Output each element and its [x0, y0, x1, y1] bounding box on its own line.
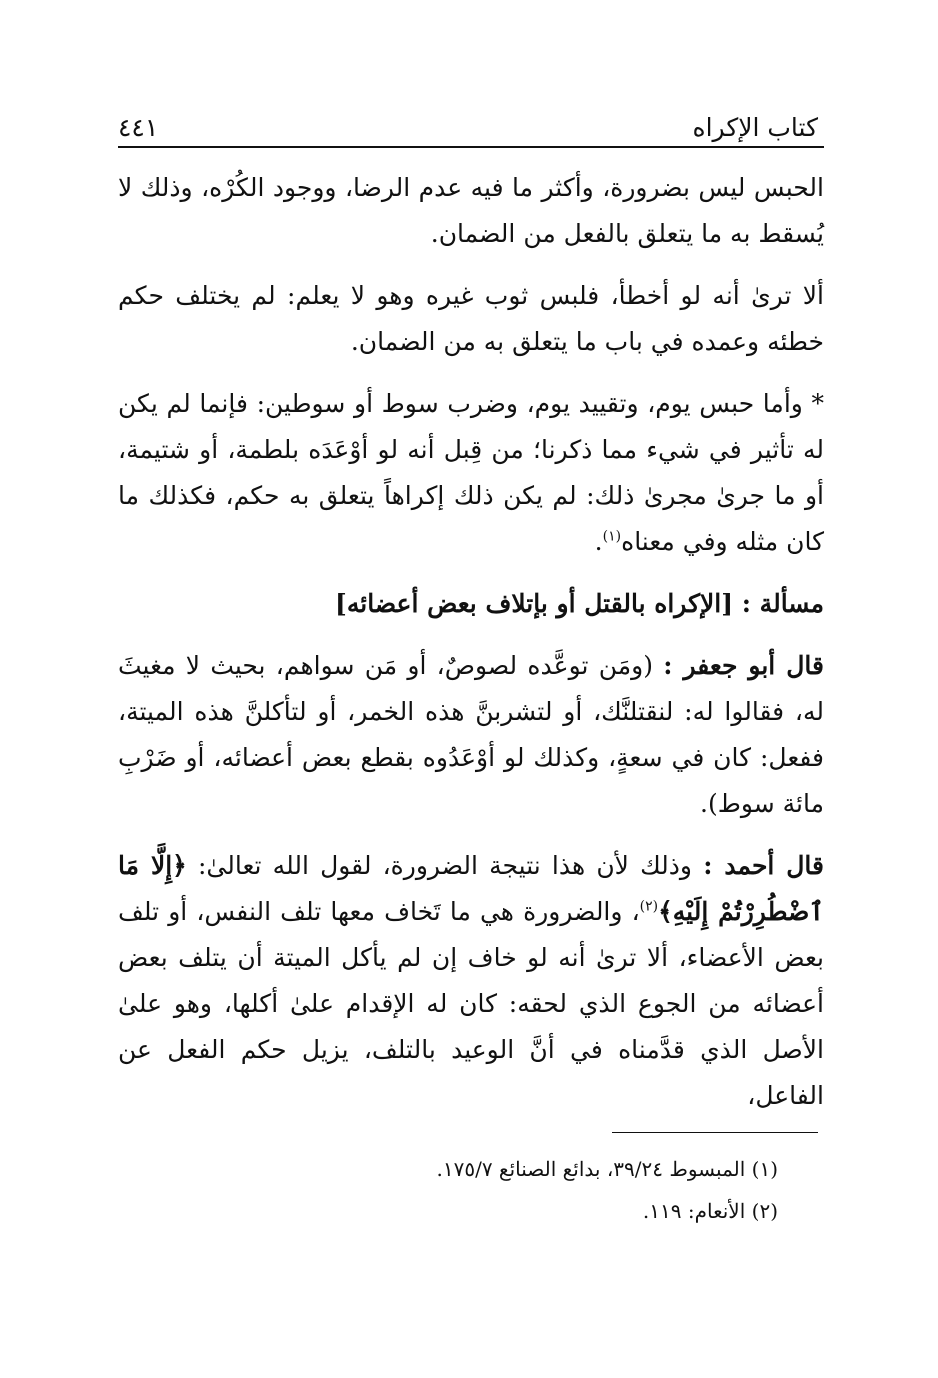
running-title: كتاب الإكراه	[692, 113, 818, 142]
footnote: (٢) الأنعام: ١١٩.	[642, 1199, 778, 1223]
paragraph-text: * وأما حبس يوم، وتقييد يوم، وضرب سوط أو سوطين: فإنما لم يكن له تأثير في شيء مما ذكرنا؛ من قِبل أنه لو أوْعَدَه بلطمة، أو شتيمة، أو ما جرىٰ مجرىٰ ذلك: لم يكن ذلك إكراهاً يتعلق به حكم، فكذلك ما كان مثله وفي معناه	[118, 389, 824, 556]
footnote: (١) المبسوط ٣٩/٢٤، بدائع الصنائع ١٧٥/٧.	[436, 1157, 778, 1181]
speaker-label: قال أحمد :	[703, 851, 825, 880]
main-text	[118, 165, 824, 1135]
paragraph-text: ، والضرورة هي ما تَخاف معها تلف النفس، أو تلف بعض الأعضاء، ألا ترىٰ أنه لو خاف إن لم يأكل الميتة أن يتلف بعض أعضائه من الجوع الذي لحقه: كان له الإقدام علىٰ أكلها، وهو علىٰ الأصل الذي قدَّمناه في أنَّ الوعيد بالتلف، يزيل حكم الفعل عن الفاعل،	[118, 897, 824, 1110]
speaker-label: قال أبو جعفر :	[663, 651, 824, 680]
paragraph	[118, 643, 824, 827]
footnote-ref: (٢)	[639, 898, 659, 915]
paragraph	[118, 381, 824, 565]
section-heading: مسألة : [الإكراه بالقتل أو بإتلاف بعض أعضائه]	[335, 589, 824, 618]
footnotes	[118, 1148, 778, 1232]
quran-verse: ﴿إِلَّا مَا ٱضْطُرِرْتُمْ إِلَيْهِ﴾	[118, 851, 824, 926]
paragraph-text: (ومَن توعَّده لصوصٌ، أو مَن سواهم، بحيث لا مغيثَ له، فقالوا له: لنقتلنَّك، أو لتشربنَّ هذه الخمر، أو لتأكلنَّ هذه الميتة، ففعل: كان في سعةٍ، وكذلك لو أوْعَدُوه بقطع بعض أعضائه، أو ضَرْبِ مائة سوط).	[118, 651, 824, 818]
paragraph: الحبس ليس بضرورة، وأكثر ما فيه عدم الرضا، ووجود الكُرْه، وذلك لا يُسقط به ما يتعلق بالفعل من الضمان.	[118, 173, 825, 248]
page-header	[118, 96, 818, 142]
paragraph: ألا ترىٰ أنه لو أخطأ، فلبس ثوب غيره وهو لا يعلم: لم يختلف حكم خطئه وعمده في باب ما يتعلق به من الضمان.	[118, 281, 824, 356]
header-rule	[118, 146, 824, 148]
footnote-rule	[612, 1132, 818, 1133]
page-number: ٤٤١	[118, 113, 159, 142]
paragraph-end: .	[594, 527, 603, 556]
footnote-ref: (١)	[602, 528, 622, 545]
paragraph-text: وذلك لأن هذا نتيجة الضرورة، لقول الله تعالىٰ:	[197, 851, 693, 880]
paragraph	[118, 843, 824, 1119]
